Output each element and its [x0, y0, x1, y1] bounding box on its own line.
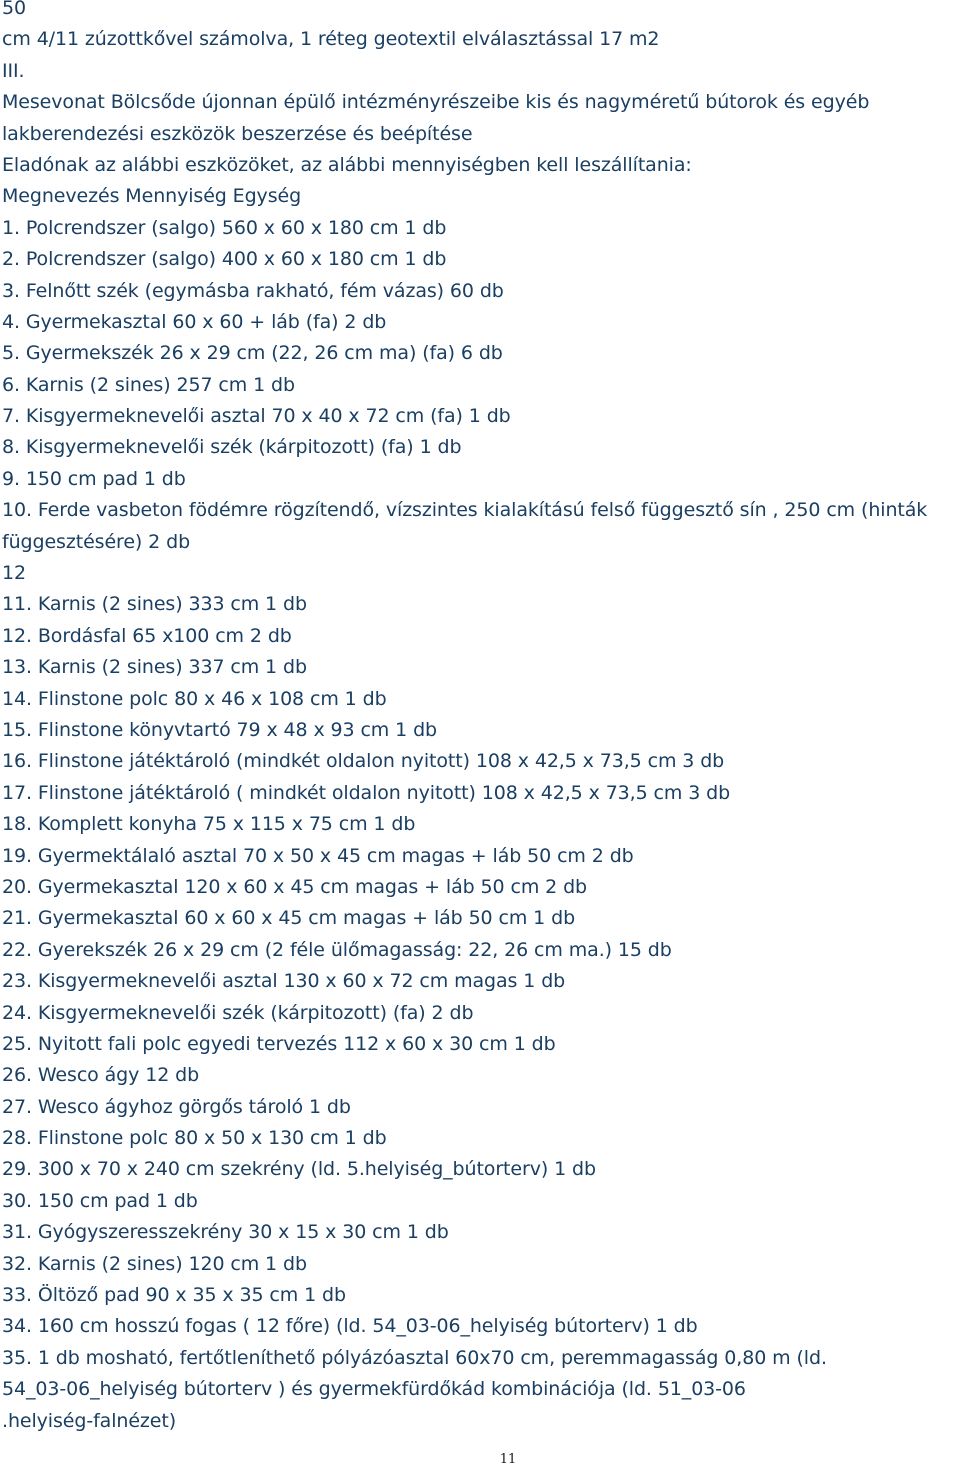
text-line: Megnevezés Mennyiség Egység [2, 185, 302, 208]
text-line: 5. Gyermekszék 26 x 29 cm (22, 26 cm ma) (fa) 6 db [2, 342, 503, 365]
text-line: III. [2, 59, 25, 82]
text-line: 32. Karnis (2 sines) 120 cm 1 db [2, 1252, 307, 1275]
text-line: 17. Flinstone játéktároló ( mindkét oldalon nyitott) 108 x 42,5 x 73,5 cm 3 db [2, 781, 731, 804]
text-line: 4. Gyermekasztal 60 x 60 + láb (fa) 2 db [2, 310, 387, 333]
text-line: 35. 1 db mosható, fertőtleníthető pólyázóasztal 60x70 cm, peremmagasság 0,80 m (ld. [2, 1346, 827, 1369]
text-line: 25. Nyitott fali polc egyedi tervezés 112 x 60 x 30 cm 1 db [2, 1032, 556, 1055]
text-line: függesztésére) 2 db [2, 530, 191, 553]
text-line: 19. Gyermektálaló asztal 70 x 50 x 45 cm magas + láb 50 cm 2 db [2, 844, 634, 867]
text-line: 7. Kisgyermeknevelői asztal 70 x 40 x 72 cm (fa) 1 db [2, 405, 511, 428]
text-line: 27. Wesco ágyhoz görgős tároló 1 db [2, 1095, 351, 1118]
text-line: 22. Gyerekszék 26 x 29 cm (2 féle ülőmagasság: 22, 26 cm ma.) 15 db [2, 938, 672, 961]
text-line: 31. Gyógyszeresszekrény 30 x 15 x 30 cm 1 db [2, 1221, 449, 1244]
text-line: 11. Karnis (2 sines) 333 cm 1 db [2, 593, 307, 616]
text-line: 13. Karnis (2 sines) 337 cm 1 db [2, 656, 307, 679]
text-line: 24. Kisgyermeknevelői szék (kárpitozott) (fa) 2 db [2, 1001, 474, 1024]
text-line: 8. Kisgyermeknevelői szék (kárpitozott) (fa) 1 db [2, 436, 462, 459]
page-number: 11 [499, 1452, 517, 1467]
text-line: 16. Flinstone játéktároló (mindkét oldalon nyitott) 108 x 42,5 x 73,5 cm 3 db [2, 750, 725, 773]
text-line: cm 4/11 zúzottkővel számolva, 1 réteg geotextil elválasztással 17 m2 [2, 28, 660, 51]
text-line: 10. Ferde vasbeton födémre rögzítendő, vízszintes kialakítású felső függesztő sín , 250 cm (hinták [2, 499, 928, 522]
text-line: 50 [2, 0, 26, 19]
text-line: 26. Wesco ágy 12 db [2, 1064, 200, 1087]
text-line: 33. Öltöző pad 90 x 35 x 35 cm 1 db [2, 1284, 346, 1307]
text-line: 28. Flinstone polc 80 x 50 x 130 cm 1 db [2, 1127, 387, 1150]
text-line: 15. Flinstone könyvtartó 79 x 48 x 93 cm 1 db [2, 718, 437, 741]
text-line: Eladónak az alábbi eszközöket, az alábbi mennyiségben kell leszállítania: [2, 153, 692, 176]
text-line: 21. Gyermekasztal 60 x 60 x 45 cm magas + láb 50 cm 1 db [2, 907, 576, 930]
text-line: 9. 150 cm pad 1 db [2, 467, 186, 490]
text-line: 2. Polcrendszer (salgo) 400 x 60 x 180 cm 1 db [2, 248, 447, 271]
text-line: 14. Flinstone polc 80 x 46 x 108 cm 1 db [2, 687, 387, 710]
text-line: 23. Kisgyermeknevelői asztal 130 x 60 x 72 cm magas 1 db [2, 970, 566, 993]
text-line: 18. Komplett konyha 75 x 115 x 75 cm 1 db [2, 813, 416, 836]
text-line: 54_03-06_helyiség bútorterv ) és gyermekfürdőkád kombinációja (ld. 51_03-06 [2, 1378, 746, 1401]
text-line: Mesevonat Bölcsőde újonnan épülő intézményrészeibe kis és nagyméretű bútorok és egyéb [2, 91, 870, 114]
text-line: 6. Karnis (2 sines) 257 cm 1 db [2, 373, 295, 396]
text-line: lakberendezési eszközök beszerzése és beépítése [2, 122, 473, 145]
text-line: 34. 160 cm hosszú fogas ( 12 főre) (ld. 54_03-06_helyiség bútorterv) 1 db [2, 1315, 698, 1338]
text-line: 12 [2, 562, 26, 585]
text-line: 12. Bordásfal 65 x100 cm 2 db [2, 624, 292, 647]
text-line: 29. 300 x 70 x 240 cm szekrény (ld. 5.helyiség_bútorterv) 1 db [2, 1158, 596, 1181]
text-line: 30. 150 cm pad 1 db [2, 1189, 198, 1212]
text-line: .helyiség-falnézet) [2, 1409, 177, 1432]
text-line: 1. Polcrendszer (salgo) 560 x 60 x 180 cm 1 db [2, 216, 447, 239]
document-text-lines [2, 0, 958, 1437]
text-line: 20. Gyermekasztal 120 x 60 x 45 cm magas + láb 50 cm 2 db [2, 875, 588, 898]
text-line: 3. Felnőtt szék (egymásba rakható, fém vázas) 60 db [2, 279, 504, 302]
